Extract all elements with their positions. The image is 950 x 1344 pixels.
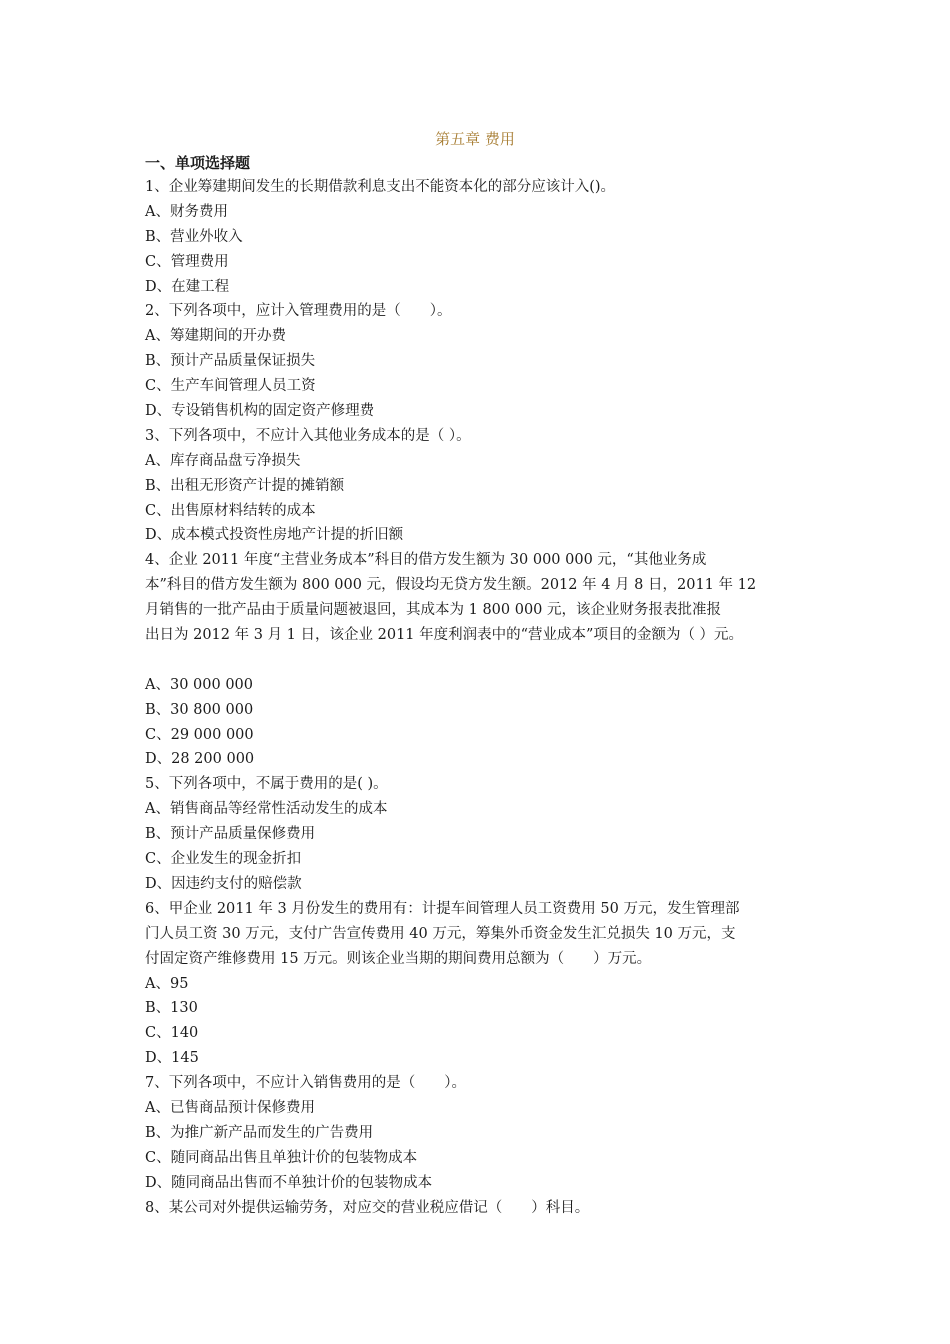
answer-option: A、95 [145, 975, 189, 992]
question-stem: 1、企业筹建期间发生的长期借款利息支出不能资本化的部分应该计入()。 [145, 179, 616, 195]
answer-option: B、30 800 000 [145, 701, 254, 718]
question-stem: 2、下列各项中，应计入管理费用的是（ ）。 [145, 303, 452, 320]
blank-line [145, 648, 815, 673]
answer-option: B、130 [145, 1000, 198, 1017]
answer-option: B、预计产品质量保证损失 [145, 353, 316, 370]
answer-option: C、29 000 000 [145, 726, 254, 743]
question-stem-line: 月销售的一批产品由于质量问题被退回，其成本为 1 800 000 元，该企业财务报表批准报 [145, 602, 722, 619]
answer-option: C、企业发生的现金折扣 [145, 851, 302, 868]
question-stem-line: 6、甲企业 2011 年 3 月份发生的费用有：计提车间管理人员工资费用 50 万元，发生管理部 [145, 900, 740, 917]
question-stem: 7、下列各项中，不应计入销售费用的是（ ）。 [145, 1075, 466, 1092]
answer-option: D、145 [145, 1050, 199, 1067]
answer-option: D、在建工程 [145, 278, 230, 295]
answer-option: C、出售原材料结转的成本 [145, 502, 316, 519]
answer-option: A、库存商品盘亏净损失 [145, 452, 301, 469]
answer-option: B、出租无形资产计提的摊销额 [145, 477, 345, 494]
question-stem-line: 4、企业 2011 年度“主营业务成本”科目的借方发生额为 30 000 000 元，“其他业务成 [145, 552, 707, 569]
answer-option: B、为推广新产品而发生的广告费用 [145, 1124, 374, 1141]
answer-option: D、因违约支付的赔偿款 [145, 875, 302, 892]
answer-option: D、28 200 000 [145, 751, 255, 768]
question-stem-line: 出日为 2012 年 3 月 1 日，该企业 2011 年度利润表中的“营业成本”项目的金额为（ ）元。 [145, 627, 744, 644]
question-stem-line: 付固定资产维修费用 15 万元。则该企业当期的期间费用总额为（ ）万元。 [145, 950, 652, 967]
question-stem-line: 门人员工资 30 万元，支付广告宣传费用 40 万元，筹集外币资金发生汇兑损失 10 万元，支 [145, 925, 736, 942]
question-stem: 5、下列各项中，不属于费用的是( )。 [145, 776, 388, 793]
answer-option: B、营业外收入 [145, 228, 243, 245]
section-heading: 一、单项选择题 [145, 154, 251, 172]
question-stem: 3、下列各项中，不应计入其他业务成本的是（ ）。 [145, 427, 471, 444]
answer-option: C、生产车间管理人员工资 [145, 378, 316, 395]
answer-option: A、已售商品预计保修费用 [145, 1099, 315, 1116]
answer-option: C、140 [145, 1025, 199, 1042]
question-stem: 8、某公司对外提供运输劳务，对应交的营业税应借记（ ）科目。 [145, 1199, 590, 1216]
answer-option: A、财务费用 [145, 203, 228, 220]
chapter-title: 第五章 费用 [435, 130, 515, 148]
answer-option: D、成本模式投资性房地产计提的折旧额 [145, 527, 404, 544]
question-stem-line: 本”科目的借方发生额为 800 000 元，假设均无贷方发生额。2012 年 4 月 8 日，2011 年 12 [145, 577, 757, 594]
answer-option: D、专设销售机构的固定资产修理费 [145, 403, 375, 420]
answer-option: A、30 000 000 [145, 676, 253, 693]
answer-option: A、销售商品等经常性活动发生的成本 [145, 801, 388, 818]
question-list [145, 175, 815, 1220]
answer-option: B、预计产品质量保修费用 [145, 826, 316, 843]
answer-option: A、筹建期间的开办费 [145, 328, 286, 345]
answer-option: C、随同商品出售且单独计价的包装物成本 [145, 1149, 418, 1166]
answer-option: D、随同商品出售而不单独计价的包装物成本 [145, 1174, 433, 1191]
answer-option: C、管理费用 [145, 253, 229, 270]
